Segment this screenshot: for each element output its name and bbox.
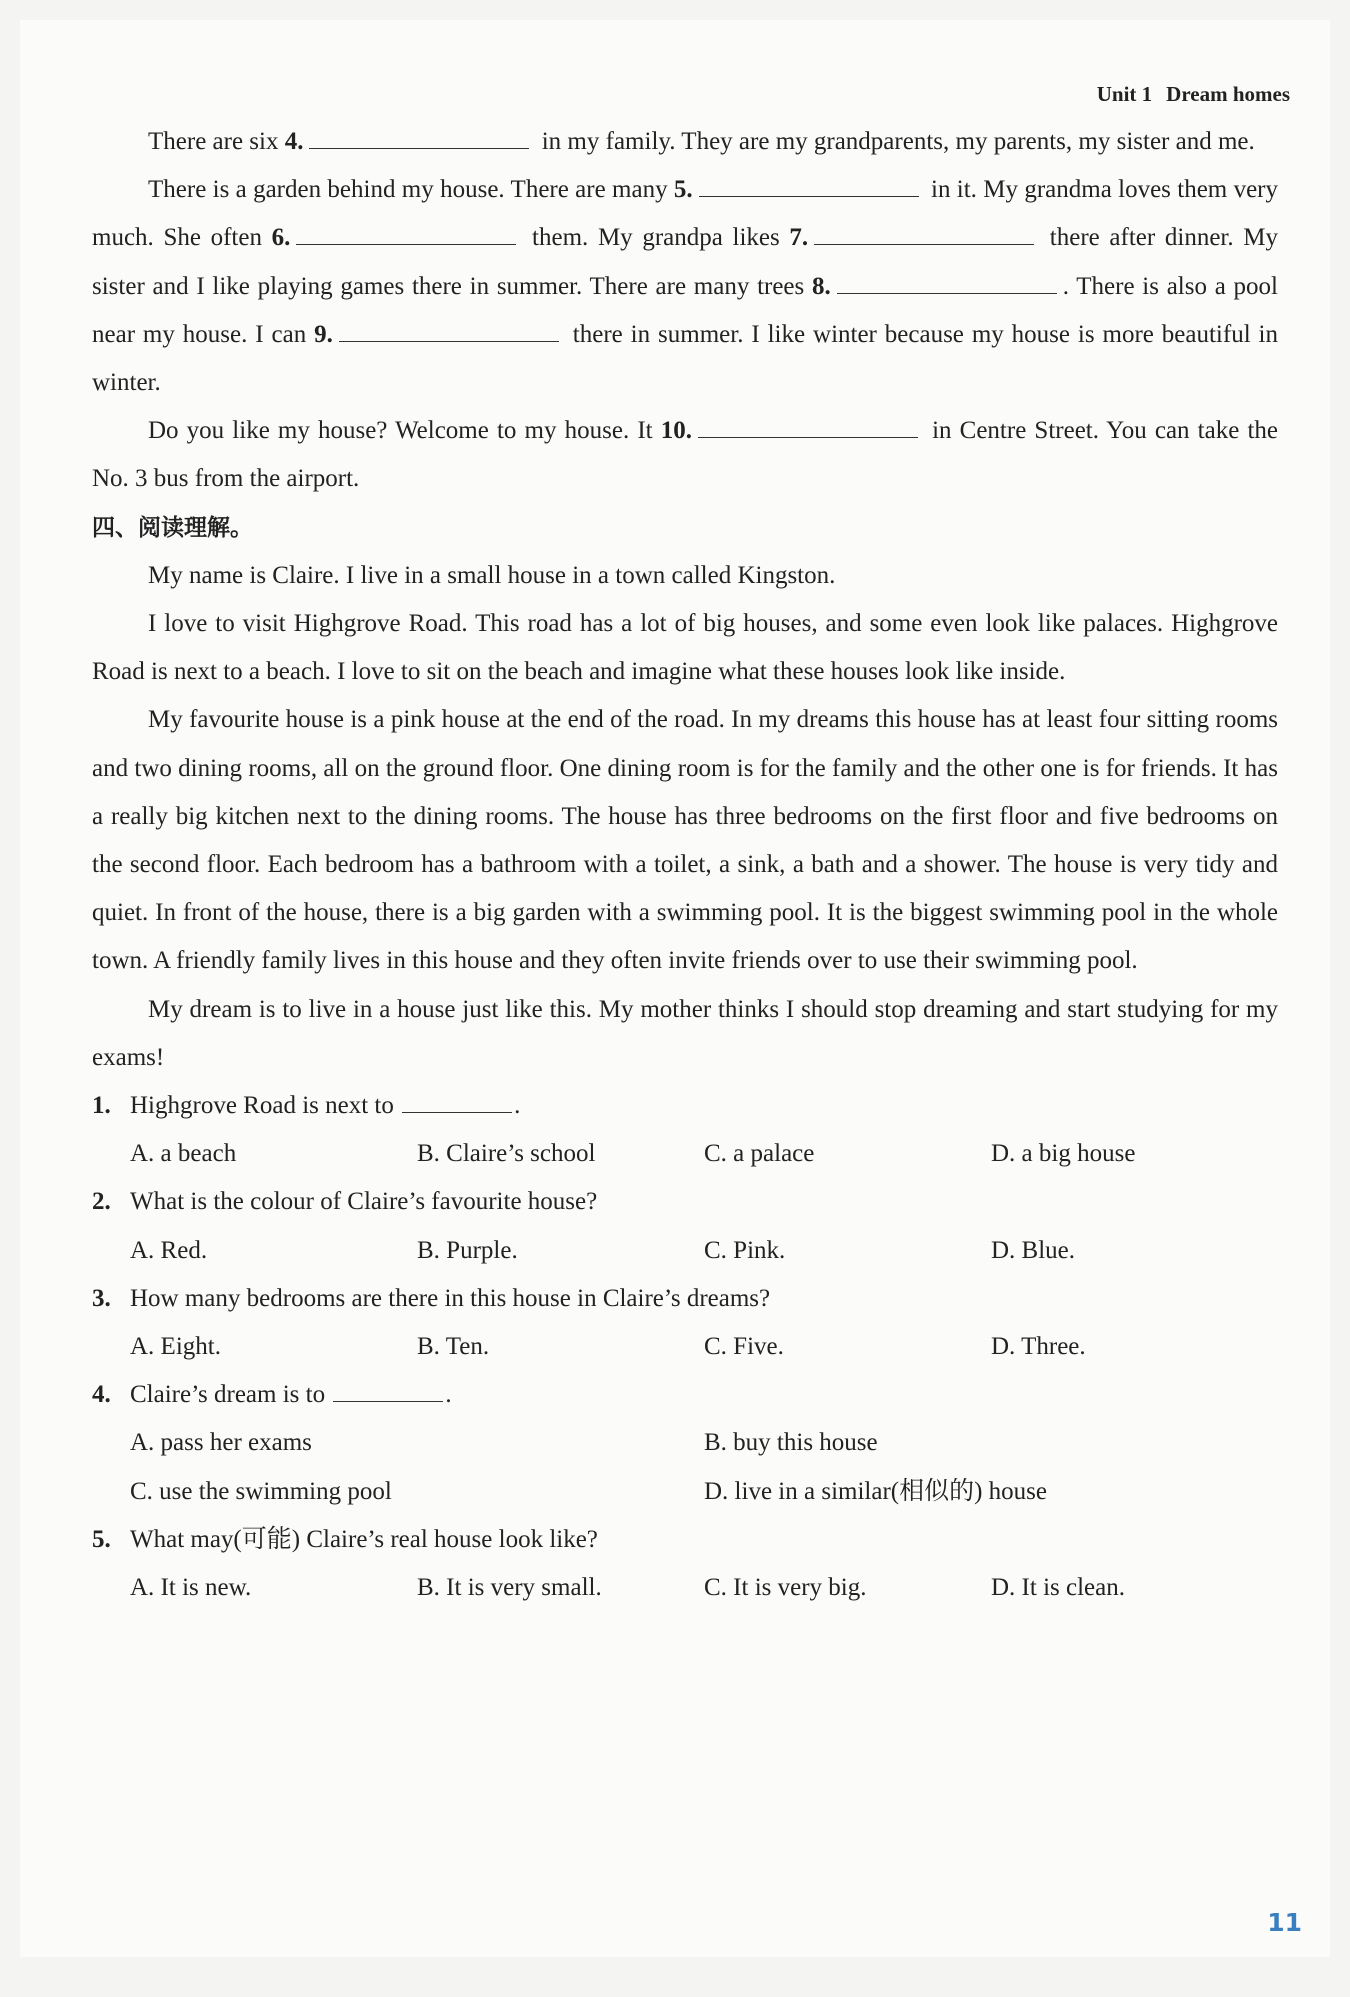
- blank-10[interactable]: [698, 407, 918, 438]
- blank-4[interactable]: [309, 118, 529, 149]
- worksheet-page: [20, 20, 1330, 1957]
- question-number: 3.: [92, 1284, 111, 1312]
- question-5-options: [92, 1564, 1278, 1612]
- unit-label: Unit 1: [1096, 82, 1153, 106]
- question-number: 2.: [92, 1188, 111, 1216]
- question-number: 1.: [92, 1092, 111, 1120]
- question-1-options: [92, 1130, 1278, 1178]
- blank-number-8: 8.: [812, 272, 831, 300]
- reading-paragraph: I love to visit Highgrove Road. This road has a lot of big houses, and some even look like palaces. Highgrove Road is next to a beach. I love to sit on the beach and imagine what these houses look like inside.: [92, 610, 1278, 686]
- question-3: [92, 1275, 1278, 1323]
- option[interactable]: C. Five.: [704, 1333, 784, 1361]
- question-3-options: [92, 1323, 1278, 1371]
- option[interactable]: C. use the swimming pool: [130, 1477, 392, 1505]
- option[interactable]: A. pass her exams: [130, 1429, 312, 1457]
- page-header: [1097, 82, 1290, 107]
- blank-9[interactable]: [339, 311, 559, 342]
- question-1: 1. Highgrove Road is next to .: [92, 1082, 1278, 1130]
- passage-paragraph-1: There are six 4. in my family. They are my grandparents, my parents, my sister and me.: [92, 118, 1278, 166]
- blank-number-7: 7.: [789, 224, 809, 252]
- blank-5[interactable]: [699, 166, 919, 197]
- option[interactable]: D. Three.: [991, 1333, 1086, 1361]
- option[interactable]: C. It is very big.: [704, 1574, 867, 1602]
- question-number: 5.: [92, 1525, 111, 1553]
- question-number: 4.: [92, 1381, 111, 1409]
- option[interactable]: A. Eight.: [130, 1333, 221, 1361]
- option[interactable]: D. It is clean.: [991, 1574, 1125, 1602]
- reading-paragraph: My favourite house is a pink house at the end of the road. In my dreams this house has at least four sitting rooms and two dining rooms, all on the ground floor. One dining room is for the family and the other one is for friends. It has a really big kitchen next to the dining rooms. The house has three bedrooms on the first floor and five bedrooms on the second floor. Each bedroom has a bathroom with a toilet, a sink, a bath and a shower. The house is very tidy and quiet. In front of the house, there is a big garden with a swimming pool. It is the biggest swimming pool in the whole town. A friendly family lives in this house and they often invite friends over to use their swimming pool.: [92, 706, 1278, 975]
- page-number: 11: [1267, 1908, 1302, 1937]
- option[interactable]: A. a beach: [130, 1140, 237, 1168]
- question-stem: What is the colour of Claire’s favourite house?: [130, 1188, 598, 1216]
- answer-blank[interactable]: [333, 1371, 443, 1402]
- option[interactable]: D. Blue.: [991, 1236, 1076, 1264]
- question-4-options-row-1: [92, 1419, 1278, 1467]
- option[interactable]: A. It is new.: [130, 1574, 252, 1602]
- question-5: [92, 1516, 1278, 1564]
- reading-paragraph: My dream is to live in a house just like this. My mother thinks I should stop dreaming and start studying for my exams!: [92, 995, 1278, 1071]
- option[interactable]: C. Pink.: [704, 1236, 786, 1264]
- passage-paragraph-2: There is a garden behind my house. There are many 5. in it. My grandma loves them very much. She often 6. them. My grandpa likes 7. there after dinner. My sister and I like playing games there in summer. There are many trees 8. . There is also a pool near my house. I can 9. there in summer. I like winter because my house is more beautiful in winter.: [92, 166, 1278, 407]
- option[interactable]: D. a big house: [991, 1140, 1136, 1168]
- option[interactable]: B. Ten.: [417, 1333, 490, 1361]
- option[interactable]: B. Purple.: [417, 1236, 518, 1264]
- option[interactable]: D. live in a similar(相似的) house: [704, 1477, 1047, 1505]
- blank-8[interactable]: [837, 263, 1057, 294]
- section-heading: 四、阅读理解。: [92, 514, 253, 541]
- question-stem: How many bedrooms are there in this house in Claire’s dreams?: [130, 1284, 771, 1312]
- passage-paragraph-3: Do you like my house? Welcome to my house. It 10. in Centre Street. You can take the No. 3 bus from the airport.: [92, 407, 1278, 503]
- question-stem: What may(可能) Claire’s real house look like?: [130, 1525, 598, 1553]
- option[interactable]: B. Claire’s school: [417, 1140, 596, 1168]
- blank-number-6: 6.: [271, 224, 291, 252]
- blank-number-9: 9.: [314, 320, 333, 348]
- question-2: [92, 1178, 1278, 1226]
- content: [92, 118, 1278, 1612]
- option[interactable]: B. buy this house: [704, 1429, 878, 1457]
- unit-title: Dream homes: [1166, 82, 1290, 106]
- blank-7[interactable]: [814, 214, 1034, 245]
- question-4-options-row-2: [92, 1468, 1278, 1516]
- option[interactable]: A. Red.: [130, 1236, 208, 1264]
- question-2-options: [92, 1227, 1278, 1275]
- reading-paragraph: My name is Claire. I live in a small house in a town called Kingston.: [148, 561, 836, 589]
- answer-blank[interactable]: [402, 1082, 512, 1113]
- blank-number-4: 4.: [284, 128, 304, 155]
- question-4: 4. Claire’s dream is to .: [92, 1371, 1278, 1419]
- option[interactable]: C. a palace: [704, 1140, 815, 1168]
- blank-6[interactable]: [296, 214, 516, 245]
- blank-number-5: 5.: [673, 176, 693, 204]
- blank-number-10: 10.: [660, 417, 692, 445]
- option[interactable]: B. It is very small.: [417, 1574, 602, 1602]
